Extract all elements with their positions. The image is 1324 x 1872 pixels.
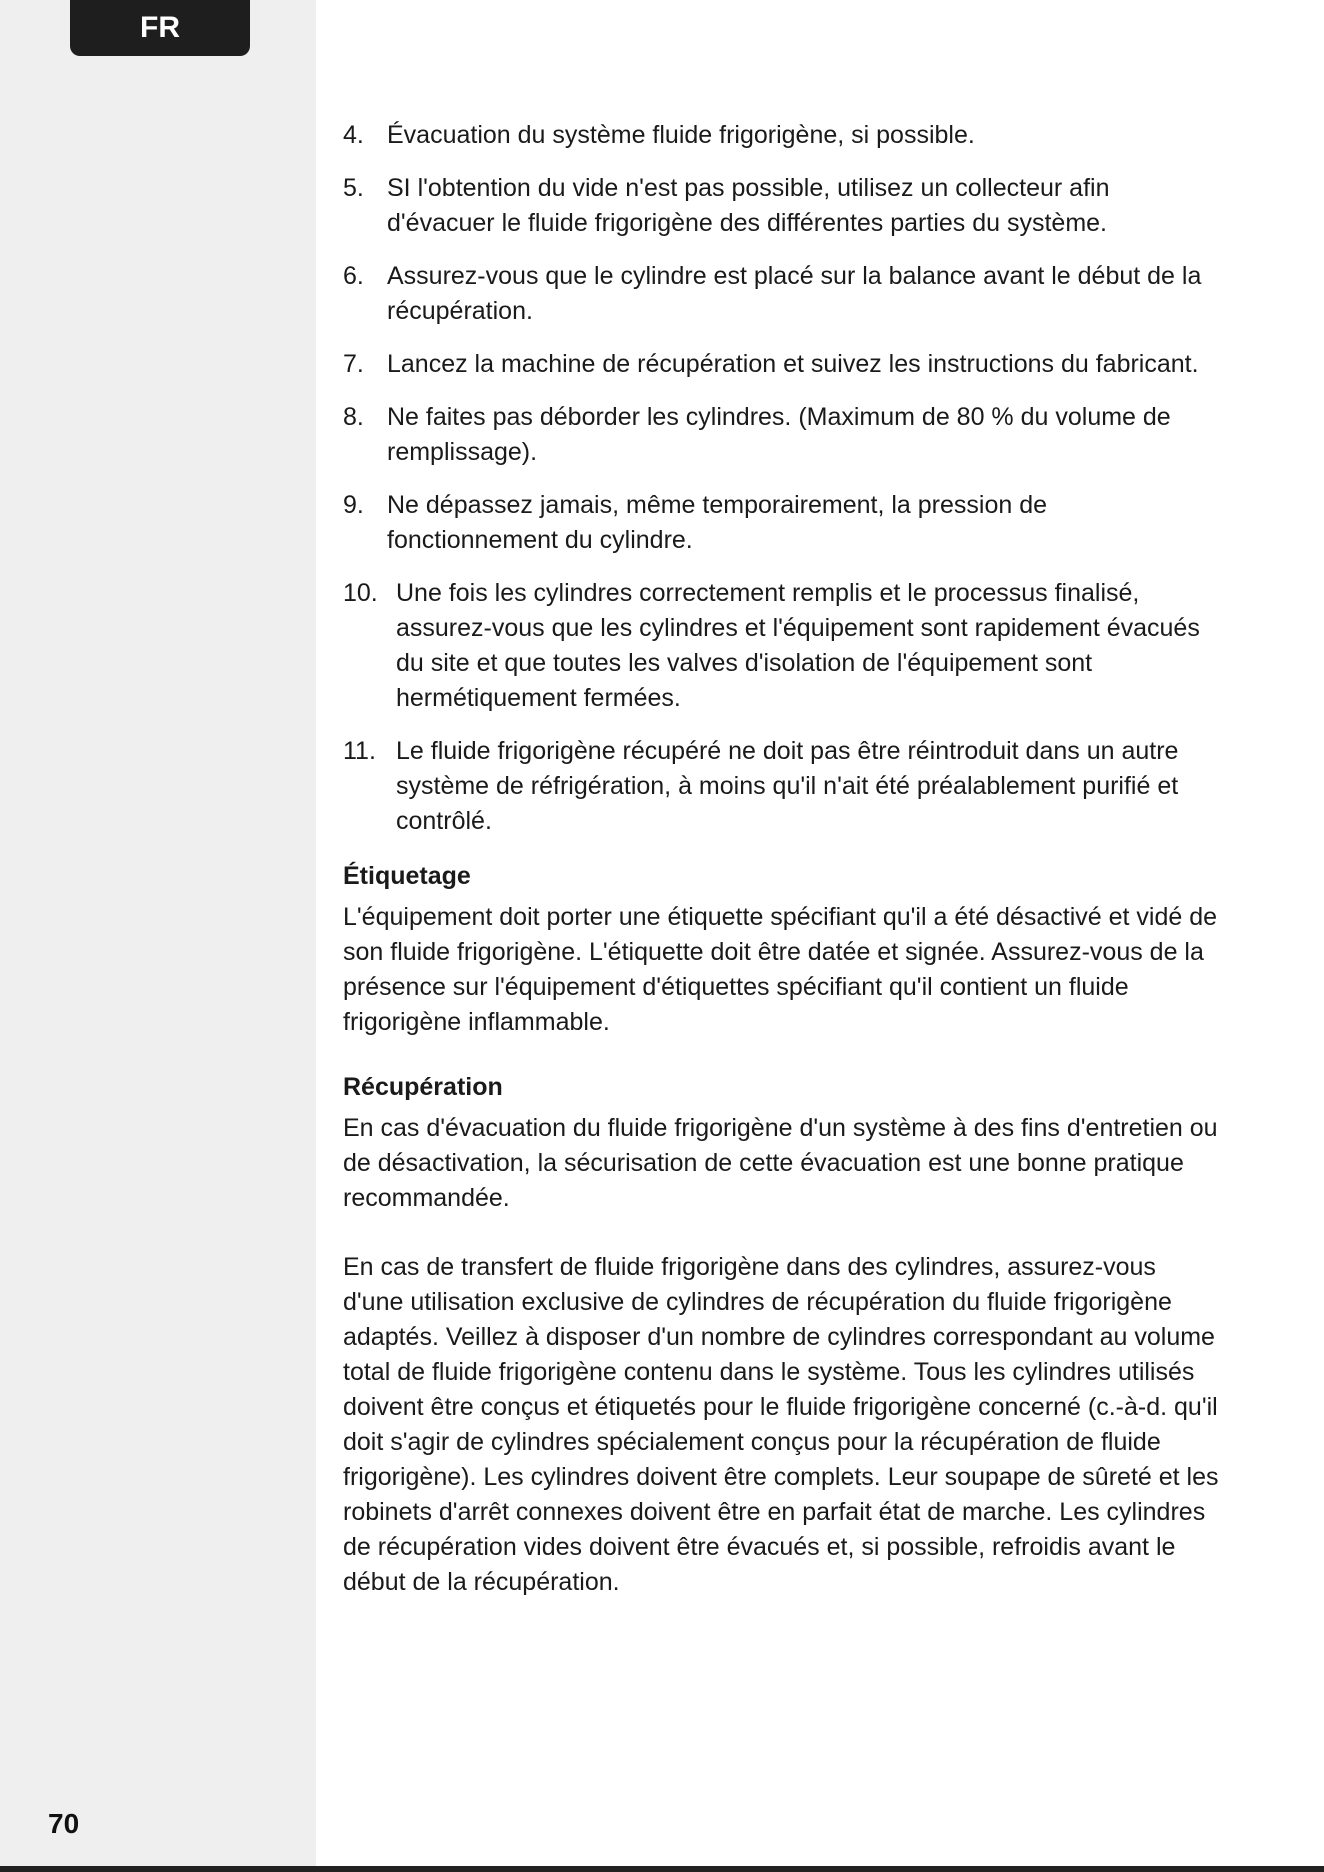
language-tab: FR bbox=[70, 0, 250, 56]
step-number: 9. bbox=[343, 491, 364, 519]
bottom-rule bbox=[0, 1866, 1324, 1872]
step-text: Ne faites pas déborder les cylindres. (Maximum de 80 % du volume de remplissage). bbox=[387, 403, 1171, 466]
step-number: 10. bbox=[343, 579, 378, 607]
step-number: 8. bbox=[343, 403, 364, 431]
step-text: Évacuation du système fluide frigorigène, si possible. bbox=[387, 121, 975, 149]
step-text: Assurez-vous que le cylindre est placé sur la balance avant le début de la récupération. bbox=[387, 262, 1202, 325]
page-sidebar bbox=[0, 0, 316, 1872]
step-text: Ne dépassez jamais, même temporairement, la pression de fonctionnement du cylindre. bbox=[387, 491, 1048, 554]
step-number: 6. bbox=[343, 262, 364, 290]
step-text: Une fois les cylindres correctement remplis et le processus finalisé, assurez-vous que les cylindres et l'équipement sont rapidement évacués du site et que toutes les valves d'isolation de l'équipement sont hermétiquement fermées. bbox=[396, 579, 1200, 712]
etiquetage-paragraph: L'équipement doit porter une étiquette spécifiant qu'il a été désactivé et vidé de son fluide frigorigène. L'étiquette doit être datée et signée. Assurez-vous de la présence sur l'équipement d'étiquettes spécifiant qu'il contient un fluide frigorigène inflammable. bbox=[343, 903, 1218, 1036]
section-title-etiquetage: Étiquetage bbox=[343, 862, 471, 890]
list-item bbox=[343, 488, 1223, 558]
steps-list bbox=[343, 118, 1223, 839]
step-number: 5. bbox=[343, 174, 364, 202]
main-content bbox=[343, 118, 1223, 1610]
step-text: Le fluide frigorigène récupéré ne doit pas être réintroduit dans un autre système de réfrigération, à moins qu'il n'ait été préalablement purifié et contrôlé. bbox=[396, 737, 1179, 835]
step-text: SI l'obtention du vide n'est pas possible, utilisez un collecteur afin d'évacuer le fluide frigorigène des différentes parties du système. bbox=[387, 174, 1110, 237]
list-item bbox=[343, 576, 1223, 716]
list-item bbox=[343, 171, 1223, 241]
list-item bbox=[343, 347, 1223, 382]
recuperation-paragraph-1: En cas d'évacuation du fluide frigorigène d'un système à des fins d'entretien ou de désactivation, la sécurisation de cette évacuation est une bonne pratique recommandée. bbox=[343, 1114, 1218, 1212]
list-item bbox=[343, 734, 1223, 839]
section-title-recuperation: Récupération bbox=[343, 1073, 503, 1101]
list-item bbox=[343, 118, 1223, 153]
list-item bbox=[343, 400, 1223, 470]
step-number: 11. bbox=[343, 737, 376, 765]
page-number: 70 bbox=[48, 1808, 80, 1839]
step-number: 4. bbox=[343, 121, 364, 149]
step-number: 7. bbox=[343, 350, 364, 378]
recuperation-paragraph-2: En cas de transfert de fluide frigorigène dans des cylindres, assurez-vous d'une utilisation exclusive de cylindres de récupération du fluide frigorigène adaptés. Veillez à disposer d'un nombre de cylindres correspondant au volume total de fluide frigorigène contenu dans le système. Tous les cylindres utilisés doivent être conçus et étiquetés pour le fluide frigorigène concerné (c.-à-d. qu'il doit s'agir de cylindres spécialement conçus pour la récupération de fluide frigorigène). Les cylindres doivent être complets. Leur soupape de sûreté et les robinets d'arrêt connexes doivent être en parfait état de marche. Les cylindres de récupération vides doivent être évacués et, si possible, refroidis avant le début de la récupération. bbox=[343, 1253, 1219, 1596]
step-text: Lancez la machine de récupération et suivez les instructions du fabricant. bbox=[387, 350, 1199, 378]
list-item bbox=[343, 259, 1223, 329]
